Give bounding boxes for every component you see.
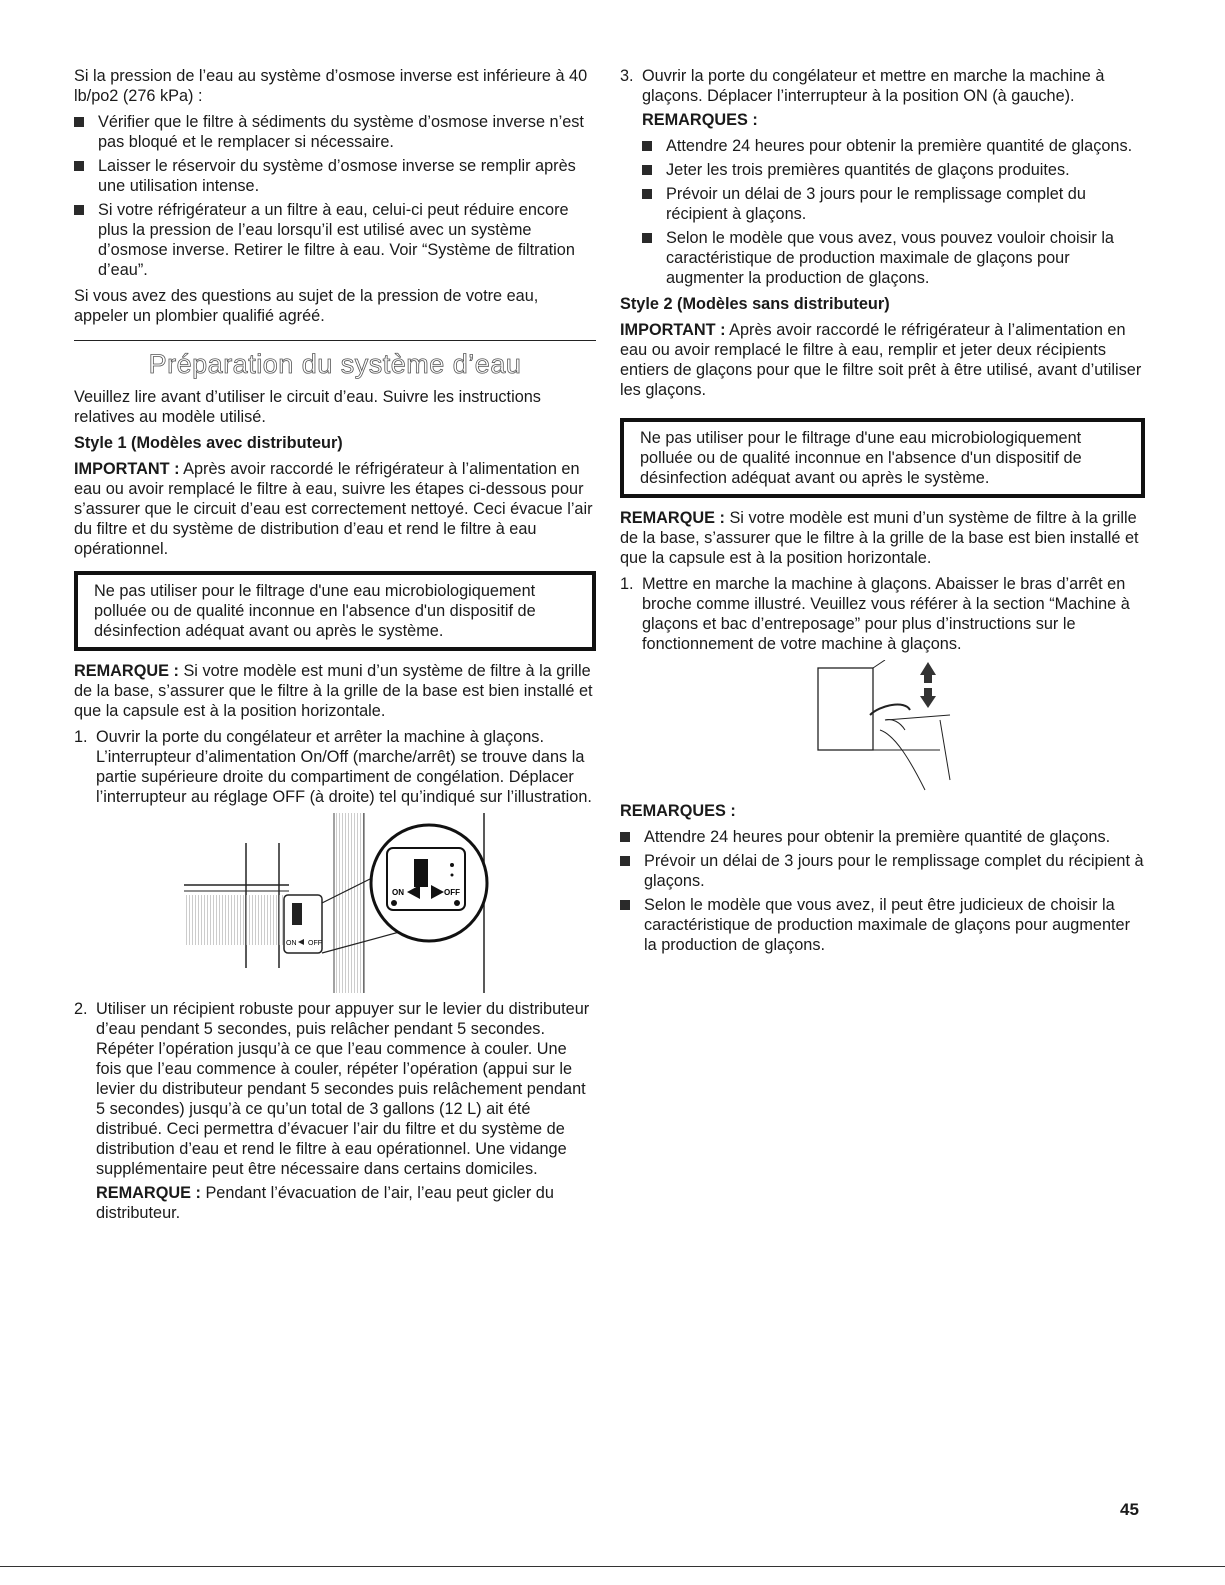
list-item: Prévoir un délai de 3 jours pour le remplissage complet du récipient à glaçons.	[642, 184, 1145, 224]
illus-off-label: OFF	[444, 888, 460, 897]
illus-on-label-small: ON	[286, 940, 297, 947]
list-item: Vérifier que le filtre à sédiments du système d’osmose inverse n’est pas bloqué et le remplacer si nécessaire.	[74, 112, 596, 152]
remarque-note: REMARQUE : Si votre modèle est muni d’un système de filtre à la grille de la base, s’assurer que le filtre à la grille de la base est bien installé et que la capsule est à la position horizontale.	[74, 662, 593, 720]
left-column	[74, 66, 596, 1229]
step-1: 1. Ouvrir la porte du congélateur et arrêter la machine à glaçons. L’interrupteur d’alimentation On/Off (marche/arrêt) se trouve dans la partie supérieure droite du compartiment de congélation. Déplacer l’interrupteur au réglage OFF (à droite) tel qu’indiqué sur l’illustration.	[74, 728, 592, 806]
step-3: 3. Ouvrir la porte du congélateur et mettre en marche la machine à glaçons. Déplacer l’interrupteur à la position ON (à gauche). REMARQUES : Attendre 24 heures pour obtenir la première quantité de glaçons. Jeter les trois premières quantités de glaçons produites. Prévoir un délai de 3 jours pour le remplissage complet du récipient à glaçons. Selon le modèle que vous avez, vous pouvez vouloir choisir la caractéristique de production maximale de glaçons pour augmenter la production de glaçons.	[620, 66, 1145, 288]
step3-bullets	[642, 136, 1145, 288]
warning-text: Ne pas utiliser pour le filtrage d'une eau microbiologiquement polluée ou de qualité inconnue en l'absence d'un dispositif de désinfection adéquat avant ou après le système.	[94, 582, 536, 640]
bullet-square-icon	[642, 189, 652, 199]
bullet-square-icon	[620, 900, 630, 910]
list-item: Attendre 24 heures pour obtenir la première quantité de glaçons.	[642, 136, 1145, 156]
step2-note: REMARQUE : Pendant l’évacuation de l’air, l’eau peut gicler du distributeur.	[96, 1184, 554, 1222]
style2-step-1: 1. Mettre en marche la machine à glaçons. Abaisser le bras d’arrêt en broche comme illustré. Veuillez vous référer à la section “Machine à glaçons et bac d’entreposage” pour plus d’instructions sur le fonctionnement de votre machine à glaçons.	[620, 575, 1130, 653]
ice-maker-arm-illustration	[810, 660, 970, 795]
bullet-square-icon	[642, 141, 652, 151]
list-item: Laisser le réservoir du système d’osmose inverse se remplir après une utilisation intense.	[74, 156, 596, 196]
illus-off-label-small: OFF	[308, 940, 322, 947]
style2-heading: Style 2 (Modèles sans distributeur)	[620, 295, 890, 313]
bullet-square-icon	[620, 832, 630, 842]
final-bullets	[620, 827, 1145, 955]
remarque-note-2: REMARQUE : Si votre modèle est muni d’un système de filtre à la grille de la base, s’assurer que le filtre à la grille de la base est bien installé et que la capsule est à la position horizontale.	[620, 509, 1139, 567]
bullet-square-icon	[74, 117, 84, 127]
bullet-square-icon	[74, 205, 84, 215]
list-item: Selon le modèle que vous avez, il peut être judicieux de choisir la caractéristique de production maximale de glaçons pour augmenter la production de glaçons.	[620, 895, 1145, 955]
list-item: Jeter les trois premières quantités de glaçons produites.	[642, 160, 1145, 180]
list-item: Attendre 24 heures pour obtenir la première quantité de glaçons.	[620, 827, 1145, 847]
style1-heading: Style 1 (Modèles avec distributeur)	[74, 434, 343, 452]
warning-box-2	[620, 418, 1145, 498]
list-item: Selon le modèle que vous avez, vous pouvez vouloir choisir la caractéristique de production maximale de glaçons pour augmenter la production de glaçons.	[642, 228, 1145, 288]
list-item: Prévoir un délai de 3 jours pour le remplissage complet du récipient à glaçons.	[620, 851, 1145, 891]
pressure-bullets	[74, 112, 596, 280]
important-note-2: IMPORTANT : Après avoir raccordé le réfrigérateur à l’alimentation en eau ou avoir remplacé le filtre à eau, remplir et jeter deux récipients entiers de glaçons pour que le filtre soit prêt à être utilisé, avant d’utiliser les glaçons.	[620, 321, 1142, 399]
remarques-heading-2: REMARQUES :	[620, 802, 736, 820]
remarques-heading: REMARQUES :	[642, 111, 758, 129]
bullet-square-icon	[620, 856, 630, 866]
right-column	[620, 66, 1145, 961]
warning-text-2: Ne pas utiliser pour le filtrage d'une eau microbiologiquement polluée ou de qualité inconnue en l'absence d'un dispositif de désinfection adéquat avant ou après le système.	[640, 429, 1082, 487]
section-title: Préparation du système d’eau	[148, 349, 522, 379]
section-divider	[74, 340, 596, 341]
bullet-square-icon	[74, 161, 84, 171]
bullet-square-icon	[642, 233, 652, 243]
section-intro: Veuillez lire avant d’utiliser le circuit d’eau. Suivre les instructions relatives au modèle utilisé.	[74, 388, 541, 426]
ice-maker-switch-off-illustration	[174, 813, 604, 993]
plumber-note: Si vous avez des questions au sujet de la pression de votre eau, appeler un plombier qualifié agréé.	[74, 287, 539, 325]
illus-on-label: ON	[392, 888, 404, 897]
page-number: 45	[1120, 1500, 1139, 1519]
warning-box	[74, 571, 596, 651]
important-note: IMPORTANT : Après avoir raccordé le réfrigérateur à l’alimentation en eau ou avoir remplacé le filtre à eau, suivre les étapes ci-dessous pour s’assurer que le circuit d’eau est correctement nettoyé. Ceci évacue l’air du filtre et du système de distribution d’eau et rend le filtre à eau opérationnel.	[74, 460, 593, 558]
list-item: Si votre réfrigérateur a un filtre à eau, celui-ci peut réduire encore plus la pression de l’eau lorsqu’il est utilisé avec un système d’osmose inverse. Retirer le filtre à eau. Voir “Système de filtration d’eau”.	[74, 200, 596, 280]
bullet-square-icon	[642, 165, 652, 175]
pressure-intro: Si la pression de l’eau au système d’osmose inverse est inférieure à 40 lb/po2 (276 kPa) :	[74, 67, 588, 105]
page-bottom-rule	[0, 1566, 1225, 1567]
step-2: 2. Utiliser un récipient robuste pour appuyer sur le levier du distributeur d’eau pendant 5 secondes, puis relâcher pendant 5 secondes. Répéter l’opération jusqu’à ce que l’eau commence à couler. Une fois que l’eau commence à couler, répéter l’opération (appui sur le levier du distributeur pendant 5 secondes puis relâchement pendant 5 secondes) jusqu’à ce qu’un total de 3 gallons (12 L) ait été distribué. Ceci permettra d’évacuer l’air du filtre et du système de distribution d’eau et rend le filtre à eau opérationnel. Une vidange supplémentaire peut être nécessaire dans certains domiciles. REMARQUE : Pendant l’évacuation de l’air, l’eau peut gicler du distributeur.	[74, 999, 596, 1223]
